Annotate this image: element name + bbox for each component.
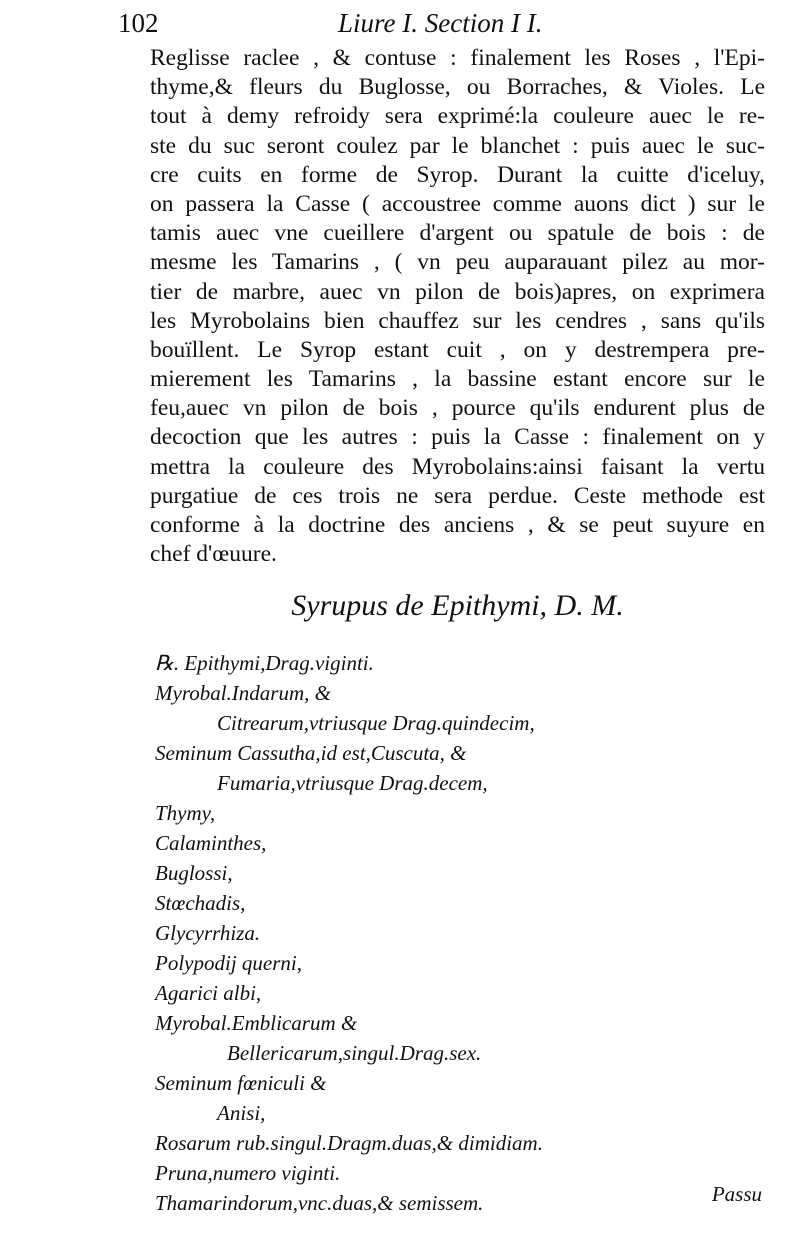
body-line: thyme,& fleurs du Buglosse, ou Borraches, & Violes. Le xyxy=(150,74,765,101)
ingredient-line: Thamarindorum,vnc.duas,& semissem. xyxy=(155,1191,484,1215)
page-number: 102 xyxy=(118,8,159,38)
body-line: tamis auec vne cueillere d'argent ou spatule de bois : de xyxy=(150,220,765,247)
ingredient-line: Citrearum,vtriusque Drag.quindecim, xyxy=(217,711,535,735)
body-line: feu,auec vn pilon de bois , pource qu'ils endurent plus de xyxy=(150,395,765,422)
ingredient-line: Pruna,numero viginti. xyxy=(155,1161,341,1185)
catchword: Passu xyxy=(711,1182,762,1206)
ingredient-line: Anisi, xyxy=(217,1101,266,1125)
body-line: cre cuits en forme de Syrop. Durant la cuitte d'iceluy, xyxy=(150,161,765,188)
body-line: ste du suc seront coulez par le blanchet : puis auec le suc- xyxy=(150,132,765,159)
ingredient-line: Bellericarum,singul.Drag.sex. xyxy=(227,1041,482,1065)
recipe-title: Syrupus de Epithymi, D. M. xyxy=(291,589,624,622)
ingredient-line: Myrobal.Indarum, & xyxy=(155,681,331,705)
ingredient-line: ℞. Epithymi,Drag.viginti. xyxy=(155,651,374,675)
ingredient-line: Glycyrrhiza. xyxy=(155,921,261,945)
body-line: purgatiue de ces trois ne sera perdue. Ceste methode est xyxy=(150,482,765,509)
body-paragraph xyxy=(150,44,765,569)
ingredient-line: Buglossi, xyxy=(155,861,233,885)
body-line: on passera la Casse ( accoustree comme auons dict ) sur le xyxy=(150,190,765,217)
ingredient-line: Rosarum rub.singul.Dragm.duas,& dimidiam. xyxy=(155,1131,543,1155)
ingredient-line: Seminum Cassutha,id est,Cuscuta, & xyxy=(155,741,467,765)
ingredient-line: Polypodij querni, xyxy=(155,951,302,975)
body-line: conforme à la doctrine des anciens , & se peut suyure en xyxy=(150,512,765,538)
ingredient-line: Calaminthes, xyxy=(155,831,267,855)
running-head xyxy=(118,6,718,40)
ingredient-line: Seminum fœniculi & xyxy=(155,1071,327,1095)
body-line: les Myrobolains bien chauffez sur les cendres , sans qu'ils xyxy=(150,307,765,334)
body-line: Reglisse raclee , & contuse : finalement les Roses , l'Epi- xyxy=(150,45,765,71)
ingredient-list xyxy=(155,648,755,1218)
body-line: mettra la couleure des Myrobolains:ainsi faisant la vertu xyxy=(150,453,765,480)
ingredient-line: Thymy, xyxy=(155,801,216,825)
body-line: mierement les Tamarins , la bassine estant encore sur le xyxy=(150,366,765,393)
ingredient-line: Stœchadis, xyxy=(155,891,246,915)
ingredient-line: Agarici albi, xyxy=(155,981,262,1005)
running-title: Liure I. Section I I. xyxy=(338,8,543,38)
body-line: tout à demy refroidy sera exprimé:la couleure auec le re- xyxy=(150,103,765,130)
ingredient-line: Fumaria,vtriusque Drag.decem, xyxy=(217,771,488,795)
body-line: chef d'œuure. xyxy=(150,541,277,568)
body-line: tier de marbre, auec vn pilon de bois)apres, on exprimera xyxy=(150,278,765,305)
body-line: mesme les Tamarins , ( vn peu auparauant pilez au mor- xyxy=(150,249,765,276)
body-line: decoction que les autres : puis la Casse : finalement on y xyxy=(150,424,765,451)
body-line: bouïllent. Le Syrop estant cuit , on y destrempera pre- xyxy=(150,336,765,363)
ingredient-line: Myrobal.Emblicarum & xyxy=(155,1011,358,1035)
